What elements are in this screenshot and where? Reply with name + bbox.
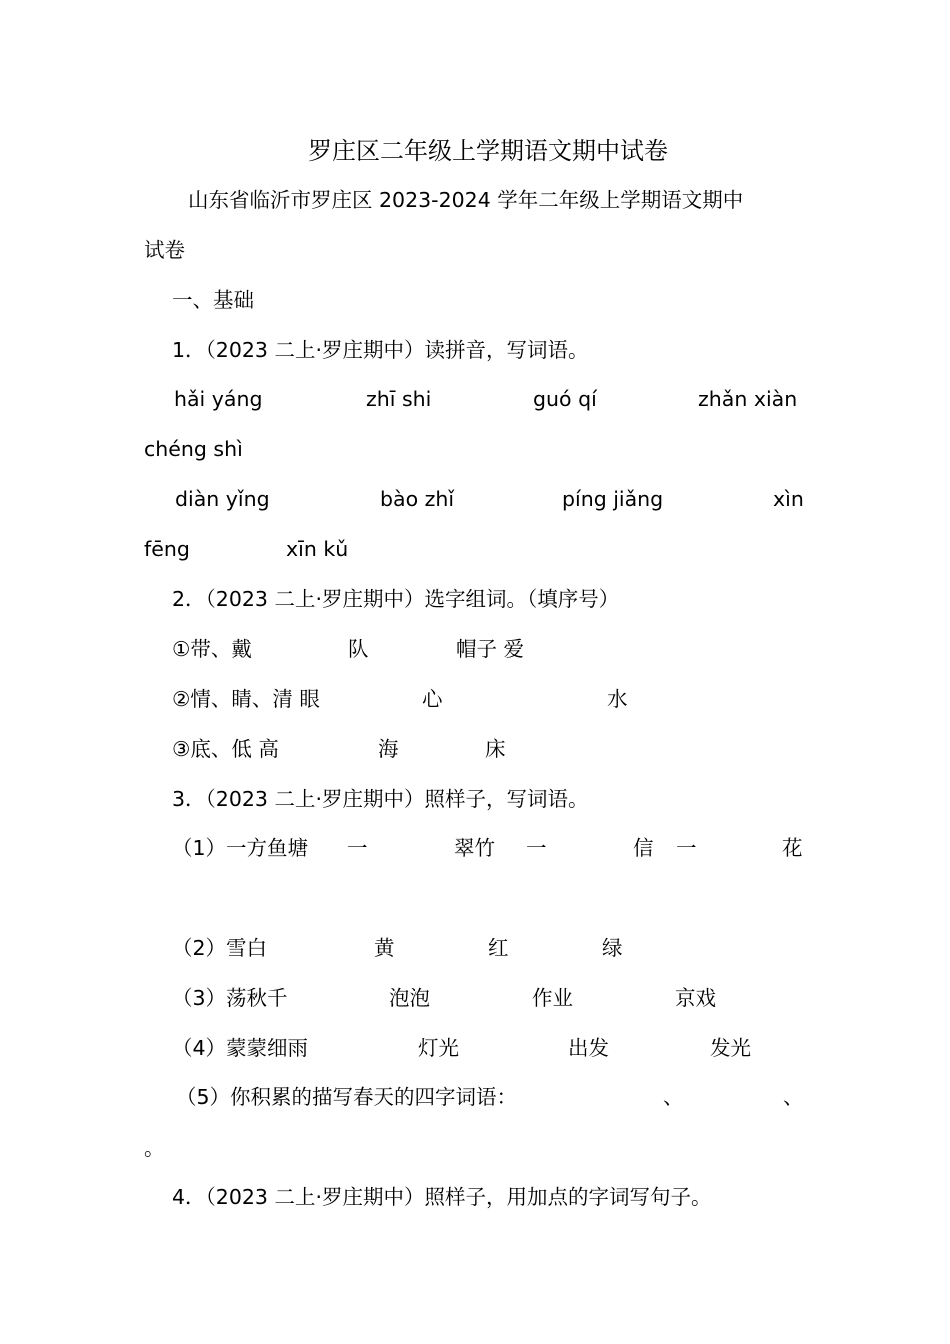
pinyin-item: xìn	[773, 487, 804, 511]
q3-word: 作业	[532, 986, 573, 1010]
q2-blank-word: 床	[485, 737, 506, 761]
q2-heading: 2．（2023 二上·罗庄期中）选字组词。（填序号）	[172, 587, 620, 611]
q3-word: 一	[526, 836, 547, 860]
q2-blank-word: 队	[348, 637, 369, 661]
pinyin-item: fēng	[144, 537, 190, 561]
q3-row5-label: （5）你积累的描写春天的四字词语：	[176, 1085, 518, 1109]
q3-word: 出发	[568, 1036, 609, 1060]
subtitle-line-1: 山东省临沂市罗庄区 2023-2024 学年二年级上学期语文期中	[188, 188, 744, 212]
pinyin-item: hǎi yáng	[174, 387, 263, 411]
q2-blank-word: 海	[378, 737, 399, 761]
q3-word: 翠竹	[454, 836, 495, 860]
q3-separator: 、	[663, 1085, 684, 1109]
q3-word: 花	[782, 836, 803, 860]
q2-option: ③底、低 高	[172, 737, 279, 761]
pinyin-item: diàn yǐng	[175, 487, 270, 511]
q3-word: 一	[676, 836, 697, 860]
pinyin-item: zhī shi	[366, 387, 432, 411]
q3-row4-label: （4）蒙蒙细雨	[172, 1036, 309, 1060]
pinyin-item: píng jiǎng	[562, 487, 664, 511]
pinyin-item: chéng shì	[144, 437, 243, 461]
q2-option: ①带、戴	[172, 637, 252, 661]
q3-word: 绿	[602, 936, 623, 960]
q4-heading: 4．（2023 二上·罗庄期中）照样子，用加点的字词写句子。	[172, 1185, 712, 1209]
q3-word: 黄	[374, 936, 395, 960]
q2-blank-word: 水	[607, 687, 628, 711]
q3-word: 一	[347, 836, 368, 860]
pinyin-item: xīn kǔ	[286, 537, 349, 561]
q2-blank-word: 心	[422, 687, 443, 711]
q3-word: 灯光	[418, 1036, 459, 1060]
q3-end-mark: 。	[144, 1136, 165, 1160]
q3-word: 信	[633, 836, 654, 860]
q3-heading: 3．（2023 二上·罗庄期中）照样子，写词语。	[172, 787, 589, 811]
q2-blank-word: 帽子 爱	[456, 637, 525, 661]
q3-word: 京戏	[675, 986, 716, 1010]
q3-separator: 、	[783, 1085, 804, 1109]
subtitle-line-2: 试卷	[144, 238, 185, 262]
q3-row2-label: （2）雪白	[172, 936, 268, 960]
q3-word: 泡泡	[389, 986, 430, 1010]
q3-row1-label: （1）一方鱼塘	[172, 836, 309, 860]
q1-heading: 1．（2023 二上·罗庄期中）读拼音，写词语。	[172, 338, 589, 362]
q3-row3-label: （3）荡秋千	[172, 986, 288, 1010]
q2-option: ②情、睛、清 眼	[172, 687, 320, 711]
section-heading: 一、基础	[172, 288, 254, 312]
document-title: 罗庄区二年级上学期语文期中试卷	[308, 137, 668, 165]
pinyin-item: guó qí	[533, 387, 597, 411]
q3-word: 红	[488, 936, 509, 960]
pinyin-item: zhǎn xiàn	[698, 387, 798, 411]
q3-word: 发光	[710, 1036, 751, 1060]
pinyin-item: bào zhǐ	[380, 487, 455, 511]
